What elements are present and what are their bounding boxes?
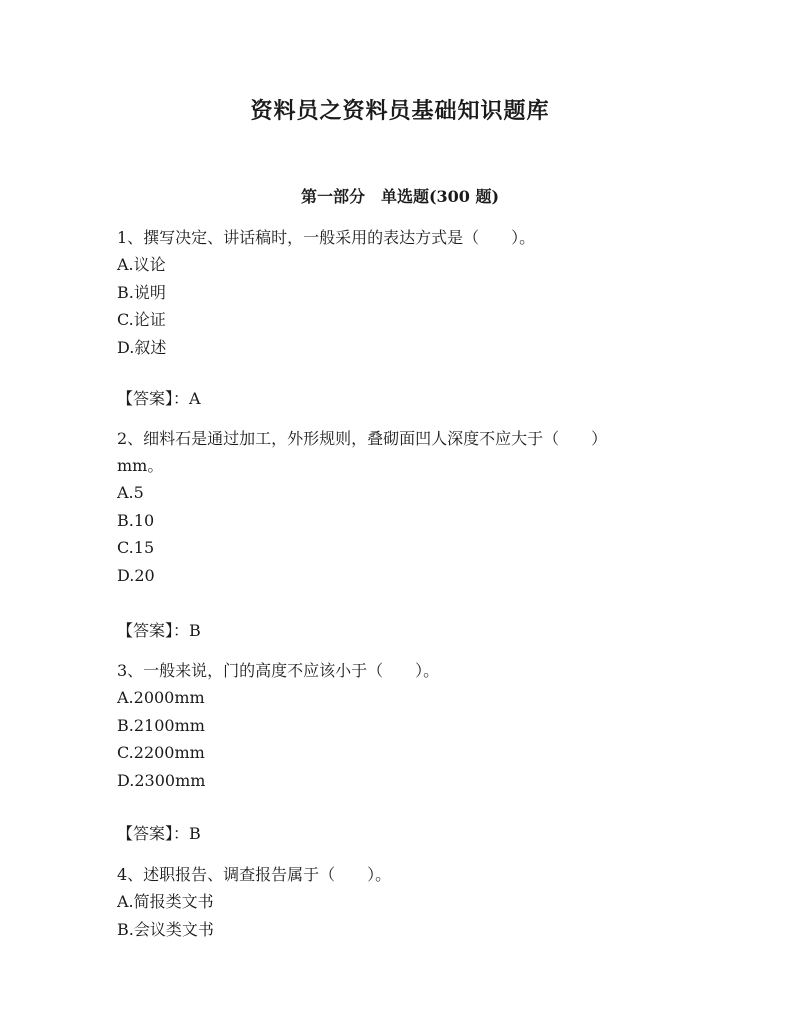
- answer-value: B: [189, 824, 201, 843]
- answer-2: [117, 619, 201, 643]
- option-a: A.简报类文书: [117, 892, 214, 911]
- answer-value: A: [189, 389, 201, 408]
- option-c: C.论证: [117, 310, 166, 329]
- question-stem: 4、述职报告、调查报告属于（ ）。: [117, 865, 392, 884]
- answer-1: [117, 387, 201, 411]
- answer-label: 【答案】：: [117, 824, 190, 843]
- question-stem: 2、细料石是通过加工，外形规则，叠砌面凹人深度不应大于（ ）: [117, 429, 608, 448]
- option-d: D.20: [117, 565, 155, 585]
- option-b: B.10: [117, 510, 155, 530]
- option-a: A.5: [117, 483, 144, 502]
- option-c: C.2200mm: [117, 743, 205, 762]
- option-b: B.会议类文书: [117, 919, 214, 939]
- question-stem: 3、一般来说，门的高度不应该小于（ ）。: [117, 661, 440, 680]
- question-3: [117, 657, 677, 794]
- question-4: [117, 861, 677, 943]
- section-title: 第一部分 单选题(300 题): [300, 187, 500, 206]
- answer-3: [117, 822, 201, 846]
- answer-label: 【答案】：: [117, 389, 190, 408]
- option-a: A.2000mm: [117, 688, 205, 707]
- question-1: [117, 224, 677, 361]
- option-b: B.2100mm: [117, 715, 205, 735]
- question-stem: 1、撰写决定、讲话稿时，一般采用的表达方式是（ ）。: [117, 228, 536, 247]
- option-c: C.15: [117, 538, 155, 557]
- answer-value: B: [189, 621, 201, 640]
- option-b: B.说明: [117, 282, 166, 302]
- question-2: [117, 425, 677, 589]
- option-a: A.议论: [117, 255, 166, 274]
- option-d: D.2300mm: [117, 770, 206, 790]
- document-title: 资料员之资料员基础知识题库: [250, 98, 550, 124]
- option-d: D.叙述: [117, 337, 167, 357]
- question-stem-continued: mm。: [117, 456, 164, 475]
- answer-label: 【答案】：: [117, 621, 190, 640]
